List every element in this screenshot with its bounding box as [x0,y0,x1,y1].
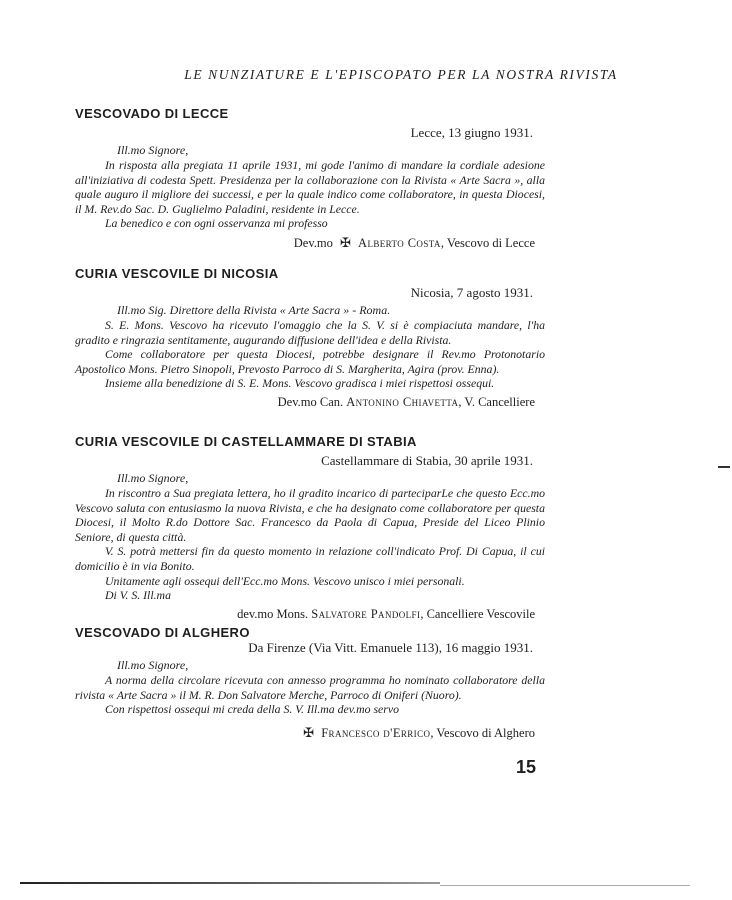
page-number: 15 [516,757,537,777]
letter-signature [75,725,545,741]
letter-paragraph: Insieme alla benedizione di S. E. Mons. Vescovo gradisca i miei rispettosi ossequi. [105,376,495,391]
letter-signature [75,607,545,622]
letter-lecce [75,106,545,251]
letter-paragraph: La benedico e con ogni osservanza mi professo [105,216,328,231]
signature-suffix: , Vescovo di Alghero [430,725,535,740]
letter-paragraph: Con rispettosi ossequi mi creda della S. V. Ill.ma dev.mo servo [105,702,400,717]
episcopal-cross-icon: ✠ [340,234,351,250]
section-heading: CURIA VESCOVILE DI CASTELLAMMARE DI STABIA [75,434,417,449]
letter-salutation: Ill.mo Sig. Direttore della Rivista « Arte Sacra » - Roma. [117,303,391,317]
signature-prefix: dev.mo Mons. [237,606,309,621]
letter-salutation: Ill.mo Signore, [117,658,189,672]
signature-name: Francesco d'Errico [321,725,431,740]
letter-paragraph: Come collaboratore per questa Diocesi, potrebbe designare il Rev.mo Protonotario Apostolico Mons. Pietro Sinopoli, Prevosto Parroco di S. Margherita, Agira (prov. Enna). [75,347,545,376]
signature-name: Antonino Chiavetta [346,394,459,409]
letter-paragraph: In riscontro a Sua pregiata lettera, ho il gradito incarico di parteciparLe che questo Ecc.mo Vescovo saluta con entusiasmo la nuova Rivista, e che ha designato come collaboratore per questa Diocesi, il Molto R.do Dottore Sac. Francesco da Paola di Capua, Preside del Liceo Plinio Seniore, di questa città. [75,486,545,544]
letter-nicosia [75,266,545,410]
letter-paragraph: Unitamente agli ossequi dell'Ecc.mo Mons. Vescovo unisco i miei personali. [105,573,465,588]
letter-date: Castellammare di Stabia, 30 aprile 1931. [321,453,533,468]
bottom-scan-edge [20,882,440,884]
section-heading: VESCOVADO DI ALGHERO [75,625,250,640]
signature-suffix: , V. Cancelliere [458,394,535,409]
margin-mark [718,466,730,468]
bottom-scan-edge-faint [440,885,690,886]
letter-date: Lecce, 13 giugno 1931. [410,125,533,140]
signature-suffix: , Vescovo di Lecce [440,235,535,250]
signature-prefix: Dev.mo [293,235,333,250]
signature-prefix: Dev.mo Can. [277,394,344,409]
signature-name: Salvatore Pandolfi [311,606,421,621]
letter-paragraph: S. E. Mons. Vescovo ha ricevuto l'omaggio che la S. V. si è compiaciuta mandare, l'ha gradito e ringrazia sentitamente, augurando diffusione dell'idea e della Rivista. [75,318,545,347]
letter-salutation: Ill.mo Signore, [117,143,189,157]
signature-name: Alberto Costa [358,235,441,250]
episcopal-cross-icon: ✠ [303,724,315,740]
letter-paragraph: In risposta alla pregiata 11 aprile 1931, mi gode l'animo di mandare la cordiale adesione all'iniziativa di codesta Spett. Presidenza per la collaborazione con la Rivista « Arte Sacra », alla quale auguro il migliore dei successi, e per la quale indico come collaboratore, in questa Diocesi, il M. Rev.do Sac. D. Guglielmo Paladini, residente in Lecce. [75,158,545,216]
section-heading: CURIA VESCOVILE DI NICOSIA [75,266,279,281]
section-heading: VESCOVADO DI LECCE [75,106,229,121]
letter-paragraph: V. S. potrà mettersi fin da questo momento in relazione coll'indicato Prof. Di Capua, il cui domicilio è in via Bonito. [75,544,545,573]
letter-date: Da Firenze (Via Vitt. Emanuele 113), 16 maggio 1931. [248,640,533,655]
letter-signature [75,395,545,410]
letter-paragraph: Di V. S. Ill.ma [105,588,171,603]
letter-paragraph: A norma della circolare ricevuta con annesso programma ho nominato collaboratore della rivista « Arte Sacra » il M. R. Don Salvatore Merche, Parroco di Oniferi (Nuoro). [75,673,545,702]
letter-signature [75,235,545,251]
page-header: LE NUNZIATURE E L'EPISCOPATO PER LA NOSTRA RIVISTA [184,67,618,82]
letter-date: Nicosia, 7 agosto 1931. [410,285,533,300]
signature-suffix: , Cancelliere Vescovile [420,606,535,621]
letter-alghero [75,625,545,741]
letter-salutation: Ill.mo Signore, [117,471,189,485]
letter-castellammare [75,434,545,622]
